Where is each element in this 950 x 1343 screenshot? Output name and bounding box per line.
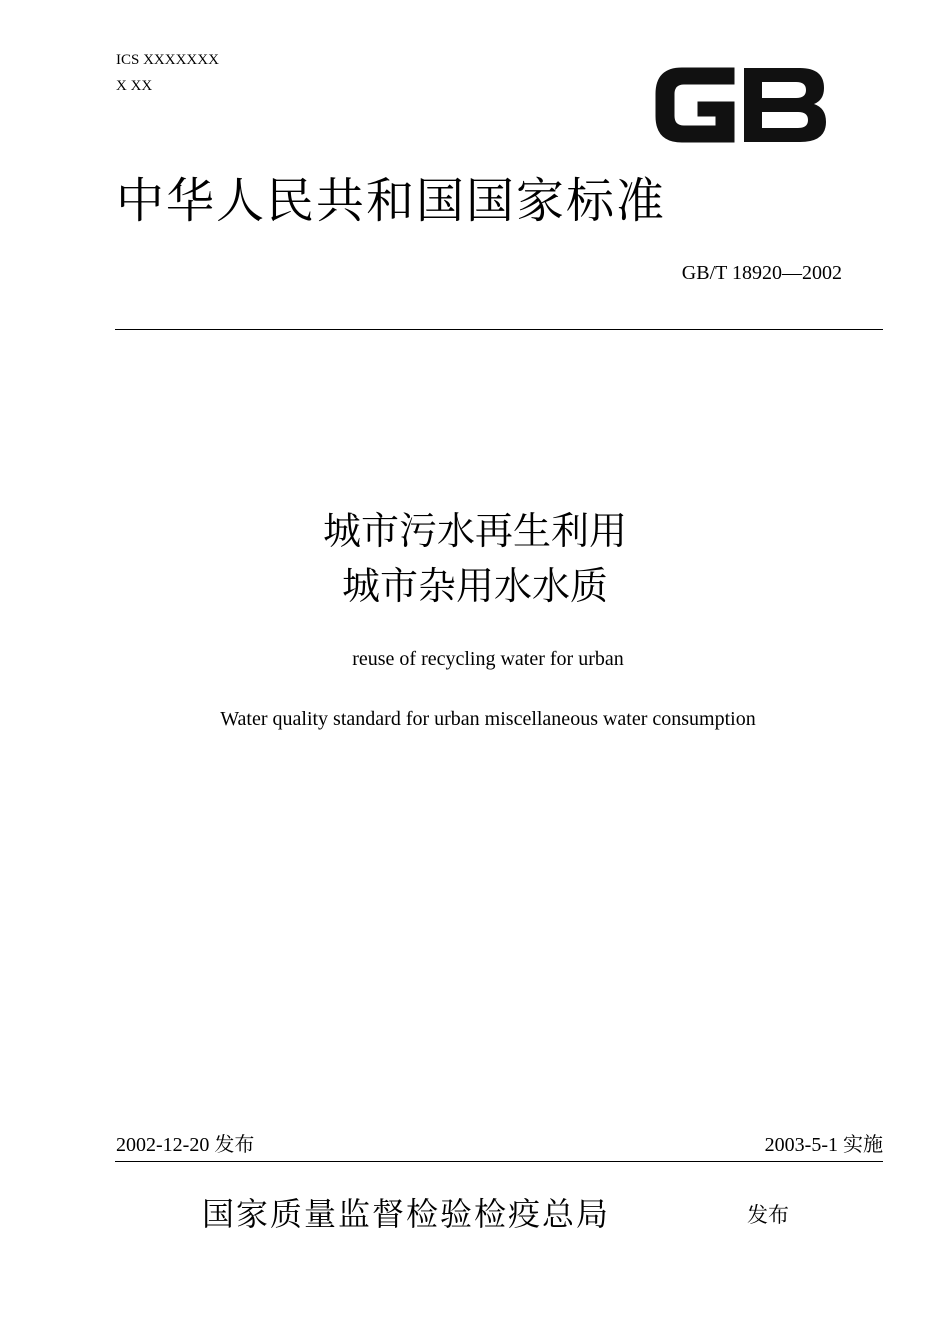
gb-logo-b xyxy=(744,68,826,142)
top-divider xyxy=(115,329,883,330)
title-en-line2: Water quality standard for urban miscellaneous water consumption xyxy=(220,708,756,730)
ics-code: ICS XXXXXXX xyxy=(116,52,219,68)
standard-number: GB/T 18920—2002 xyxy=(681,262,842,284)
title-en-line1: reuse of recycling water for urban xyxy=(352,648,624,670)
issuing-authority: 国家质量监督检验检疫总局 xyxy=(202,1195,611,1233)
title-cn-line1: 城市污水再生利用 xyxy=(322,509,627,553)
issue-word: 发布 xyxy=(747,1203,789,1227)
bottom-divider xyxy=(115,1161,883,1162)
ccs-code: X XX xyxy=(116,78,153,94)
title-cn-line2: 城市杂用水水质 xyxy=(341,564,608,608)
gb-logo xyxy=(650,58,830,152)
gb-logo-g xyxy=(656,68,734,142)
issue-date: 2002-12-20 发布 xyxy=(116,1134,255,1156)
national-standard-title: 中华人民共和国国家标准 xyxy=(116,173,667,229)
implementation-date: 2003-5-1 实施 xyxy=(764,1134,883,1156)
